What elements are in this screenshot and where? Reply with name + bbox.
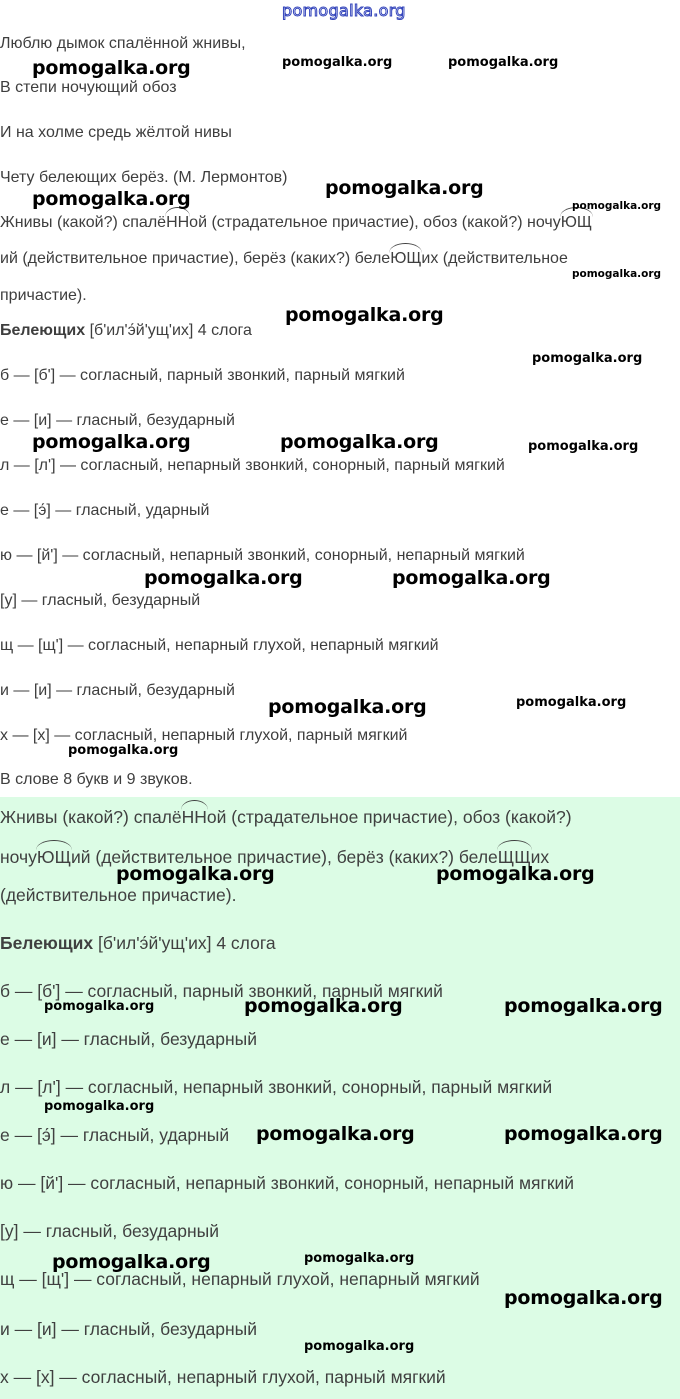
watermark: pomogalka.org	[504, 1287, 663, 1309]
poem-line: Чету белеющих берёз. (М. Лермонтов)	[0, 169, 288, 186]
suffix-arc: ЩЩ	[497, 847, 531, 867]
analysis-line	[0, 806, 572, 828]
analysis-line	[0, 213, 592, 233]
watermark: pomogalka.org	[68, 743, 179, 758]
sound-line: ю — [й'] — согласный, непарный звонкий, сонорный, непарный мягкий	[0, 547, 525, 564]
watermark: pomogalka.org	[244, 995, 403, 1017]
watermark: pomogalka.org	[32, 188, 191, 210]
sound-line: х — [х] — согласный, непарный глухой, парный мягкий	[0, 727, 408, 744]
sound-line: щ — [щ'] — согласный, непарный глухой, непарный мягкий	[0, 1269, 480, 1289]
heading-word: Белеющих	[0, 322, 86, 339]
suffix-arc: НН	[166, 214, 190, 231]
watermark: pomogalka.org	[504, 1123, 663, 1145]
sound-line: е — [и] — гласный, безударный	[0, 1029, 257, 1049]
watermark: pomogalka.org	[256, 1123, 415, 1145]
text-part: ой (страдательное причастие), обоз (какой?)	[206, 807, 572, 827]
suffix-arc: НН	[181, 807, 207, 827]
word-heading	[0, 321, 252, 341]
watermark: pomogalka.org	[32, 57, 191, 79]
watermark: pomogalka.org	[304, 1251, 415, 1266]
watermark: pomogalka.org	[280, 431, 439, 453]
watermark: pomogalka.org	[285, 304, 444, 326]
text-part: ночу	[0, 847, 37, 867]
sound-line: е — [и] — гласный, безударный	[0, 412, 235, 429]
sound-line: б — [б'] — согласный, парный звонкий, парный мягкий	[0, 367, 405, 384]
watermark: pomogalka.org	[325, 177, 484, 199]
text-part: Жнивы (какой?) спалё	[0, 807, 182, 827]
poem-line: В степи ночующий обоз	[0, 79, 177, 96]
analysis-line: причастие).	[0, 287, 87, 304]
text-part: их	[530, 847, 550, 867]
text-part: ий (действительное причастие), берёз (каких?) беле	[70, 847, 498, 867]
sound-line: л — [л'] — согласный, непарный звонкий, сонорный, парный мягкий	[0, 1077, 553, 1097]
analysis-line: (действительное причастие).	[0, 885, 237, 905]
sound-line: [у] — гласный, безударный	[0, 592, 201, 609]
sound-line: ю — [й'] — согласный, непарный звонкий, сонорный, непарный мягкий	[0, 1173, 575, 1193]
suffix-arc: ЮЩ	[36, 847, 71, 867]
watermark: pomogalka.org	[572, 268, 662, 280]
watermark: pomogalka.org	[32, 431, 191, 453]
watermark: pomogalka.org	[572, 200, 662, 212]
text-part: их (действительное	[421, 250, 568, 267]
watermark: pomogalka.org	[44, 999, 155, 1014]
watermark: pomogalka.org	[516, 695, 627, 710]
watermark: pomogalka.org	[392, 567, 551, 589]
sound-line: щ — [щ'] — согласный, непарный глухой, непарный мягкий	[0, 637, 439, 654]
watermark: pomogalka.org	[528, 439, 639, 454]
sound-line: е — [э́] — гласный, ударный	[0, 1125, 230, 1145]
sound-line: б — [б'] — согласный, парный звонкий, парный мягкий	[0, 981, 443, 1001]
header-watermark: pomogalka.org	[282, 1, 406, 20]
watermark: pomogalka.org	[532, 351, 643, 366]
sound-line: [у] — гласный, безударный	[0, 1221, 219, 1241]
heading-word: Белеющих	[0, 933, 94, 953]
word-heading	[0, 932, 276, 954]
text-part: Жнивы (какой?) спалё	[0, 214, 167, 231]
poem-line: И на холме средь жёлтой нивы	[0, 124, 232, 141]
sound-line: и — [и] — гласный, безударный	[0, 1319, 258, 1339]
watermark: pomogalka.org	[268, 696, 427, 718]
heading-transcription: [б'ил'э́й'ущ'их] 4 слога	[85, 322, 252, 339]
watermark: pomogalka.org	[44, 1099, 155, 1114]
sound-line: л — [л'] — согласный, непарный звонкий, сонорный, парный мягкий	[0, 457, 505, 474]
watermark: pomogalka.org	[52, 1251, 211, 1273]
sound-line: и — [и] — гласный, безударный	[0, 682, 235, 699]
sound-line: х — [х] — согласный, непарный глухой, парный мягкий	[0, 1367, 446, 1387]
analysis-line	[0, 249, 568, 269]
suffix-arc: ЮЩ	[560, 214, 592, 231]
watermark: pomogalka.org	[448, 55, 559, 70]
text-part: ой (страдательное причастие), обоз (какой?) ночу	[189, 214, 561, 231]
suffix-arc: ЮЩ	[390, 250, 422, 267]
poem-line: Люблю дымок спалённой жнивы,	[0, 35, 246, 52]
summary-line: В слове 8 букв и 9 звуков.	[0, 771, 193, 788]
watermark: pomogalka.org	[282, 55, 393, 70]
watermark: pomogalka.org	[144, 567, 303, 589]
text-part: ий (действительное причастие), берёз (каких?) беле	[0, 250, 391, 267]
watermark: pomogalka.org	[304, 1339, 415, 1354]
heading-transcription: [б'ил'э́й'ущ'их] 4 слога	[93, 933, 276, 953]
watermark: pomogalka.org	[436, 863, 595, 885]
watermark: pomogalka.org	[504, 995, 663, 1017]
sound-line: е — [э́] — гласный, ударный	[0, 502, 210, 519]
watermark: pomogalka.org	[116, 863, 275, 885]
